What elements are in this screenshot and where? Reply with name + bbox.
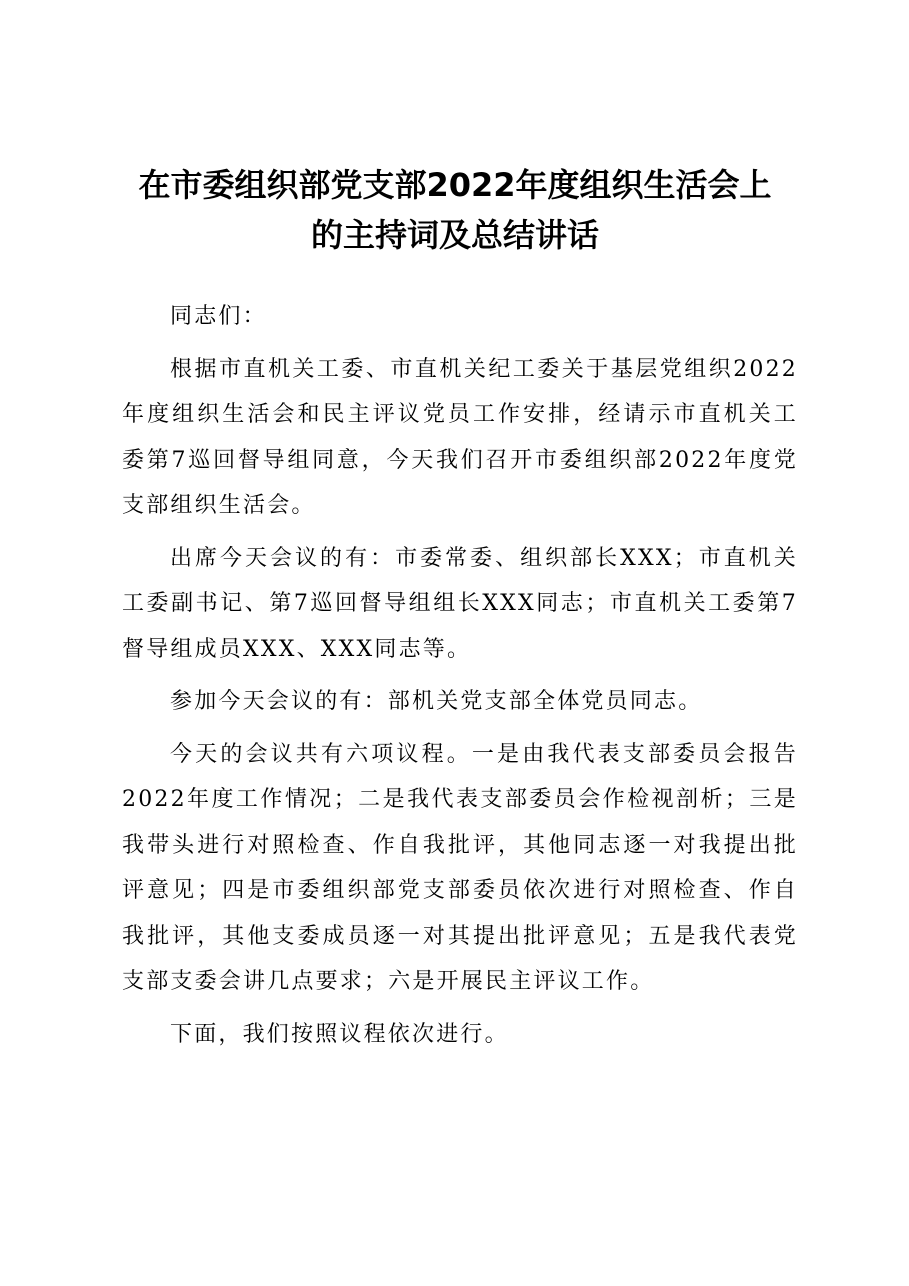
attendees-paragraph: 出席今天会议的有：市委常委、组织部长XXX；市直机关工委副书记、第7巡回督导组组长XXX同志；市直机关工委第7督导组成员XXX、XXX同志等。 [122, 545, 798, 662]
agenda-paragraph: 今天的会议共有六项议程。一是由我代表支部委员会报告2022年度工作情况；二是我代表支部委员会作检视剖析；三是我带头进行对照检查、作自我批评，其他同志逐一对我提出批评意见；四是市委组织部党支部委员依次进行对照检查、作自我批评，其他支委成员逐一对其提出批评意见；五是我代表党支部支委会讲几点要求；六是开展民主评议工作。 [122, 741, 798, 994]
title-line-2: 的主持词及总结讲话 [310, 216, 599, 254]
salutation-paragraph: 同志们： [170, 304, 267, 329]
background-paragraph: 根据市直机关工委、市直机关纪工委关于基层党组织2022年度组织生活会和民主评议党员工作安排，经请示市直机关工委第7巡回督导组同意，今天我们召开市委组织部2022年度党支部组织生活会。 [122, 356, 798, 518]
proceed-paragraph: 下面，我们按照议程依次进行。 [170, 1021, 509, 1047]
document-body [122, 294, 798, 1064]
document-title [110, 160, 800, 260]
participants-paragraph: 参加今天会议的有：部机关党支部全体党员同志。 [170, 689, 703, 714]
title-line-1: 在市委组织部党支部2022年度组织生活会上 [138, 166, 772, 204]
